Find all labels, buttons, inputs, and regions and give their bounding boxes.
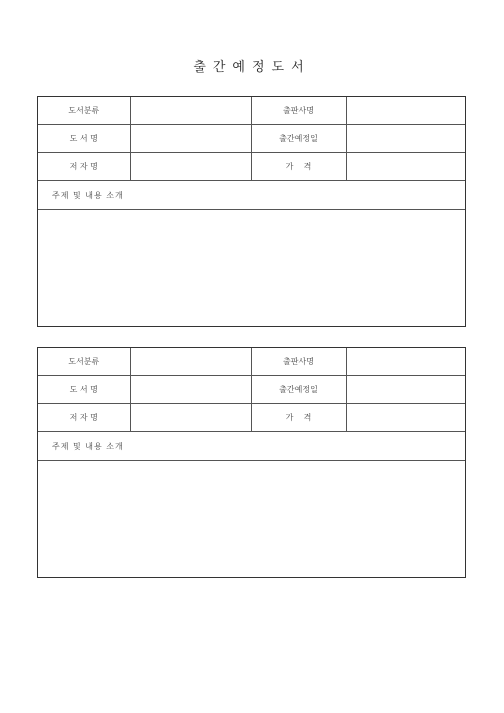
label-book-name: 도 서 명: [38, 376, 130, 404]
label-author: 저 자 명: [38, 153, 130, 181]
row-category: [38, 97, 465, 125]
label-category: 도서분류: [38, 97, 130, 125]
label-publisher: 출판사명: [251, 97, 346, 125]
value-author[interactable]: [130, 153, 251, 181]
value-price[interactable]: [346, 153, 465, 181]
value-price[interactable]: [346, 404, 465, 432]
row-category: [38, 348, 465, 376]
label-author: 저 자 명: [38, 404, 130, 432]
value-book-name[interactable]: [130, 376, 251, 404]
book-info-table: [38, 97, 465, 181]
value-publisher[interactable]: [346, 97, 465, 125]
label-release-date: 출간예정일: [251, 125, 346, 153]
value-publisher[interactable]: [346, 348, 465, 376]
row-book-name: [38, 125, 465, 153]
value-topic[interactable]: [38, 210, 465, 327]
value-release-date[interactable]: [346, 376, 465, 404]
label-topic: 주제 및 내용 소개: [38, 432, 465, 461]
label-topic: 주제 및 내용 소개: [38, 181, 465, 210]
book-form-2: [37, 347, 466, 578]
label-release-date: 출간예정일: [251, 376, 346, 404]
label-price: 가 격: [251, 404, 346, 432]
row-author: [38, 404, 465, 432]
label-price: 가 격: [251, 153, 346, 181]
value-release-date[interactable]: [346, 125, 465, 153]
label-publisher: 출판사명: [251, 348, 346, 376]
book-info-table: [38, 348, 465, 432]
value-topic[interactable]: [38, 461, 465, 578]
document-title: 출간예정도서: [193, 60, 311, 75]
label-category: 도서분류: [38, 348, 130, 376]
label-book-name: 도 서 명: [38, 125, 130, 153]
value-author[interactable]: [130, 404, 251, 432]
row-author: [38, 153, 465, 181]
value-category[interactable]: [130, 348, 251, 376]
book-form-1: [37, 96, 466, 327]
value-book-name[interactable]: [130, 125, 251, 153]
row-book-name: [38, 376, 465, 404]
value-category[interactable]: [130, 97, 251, 125]
